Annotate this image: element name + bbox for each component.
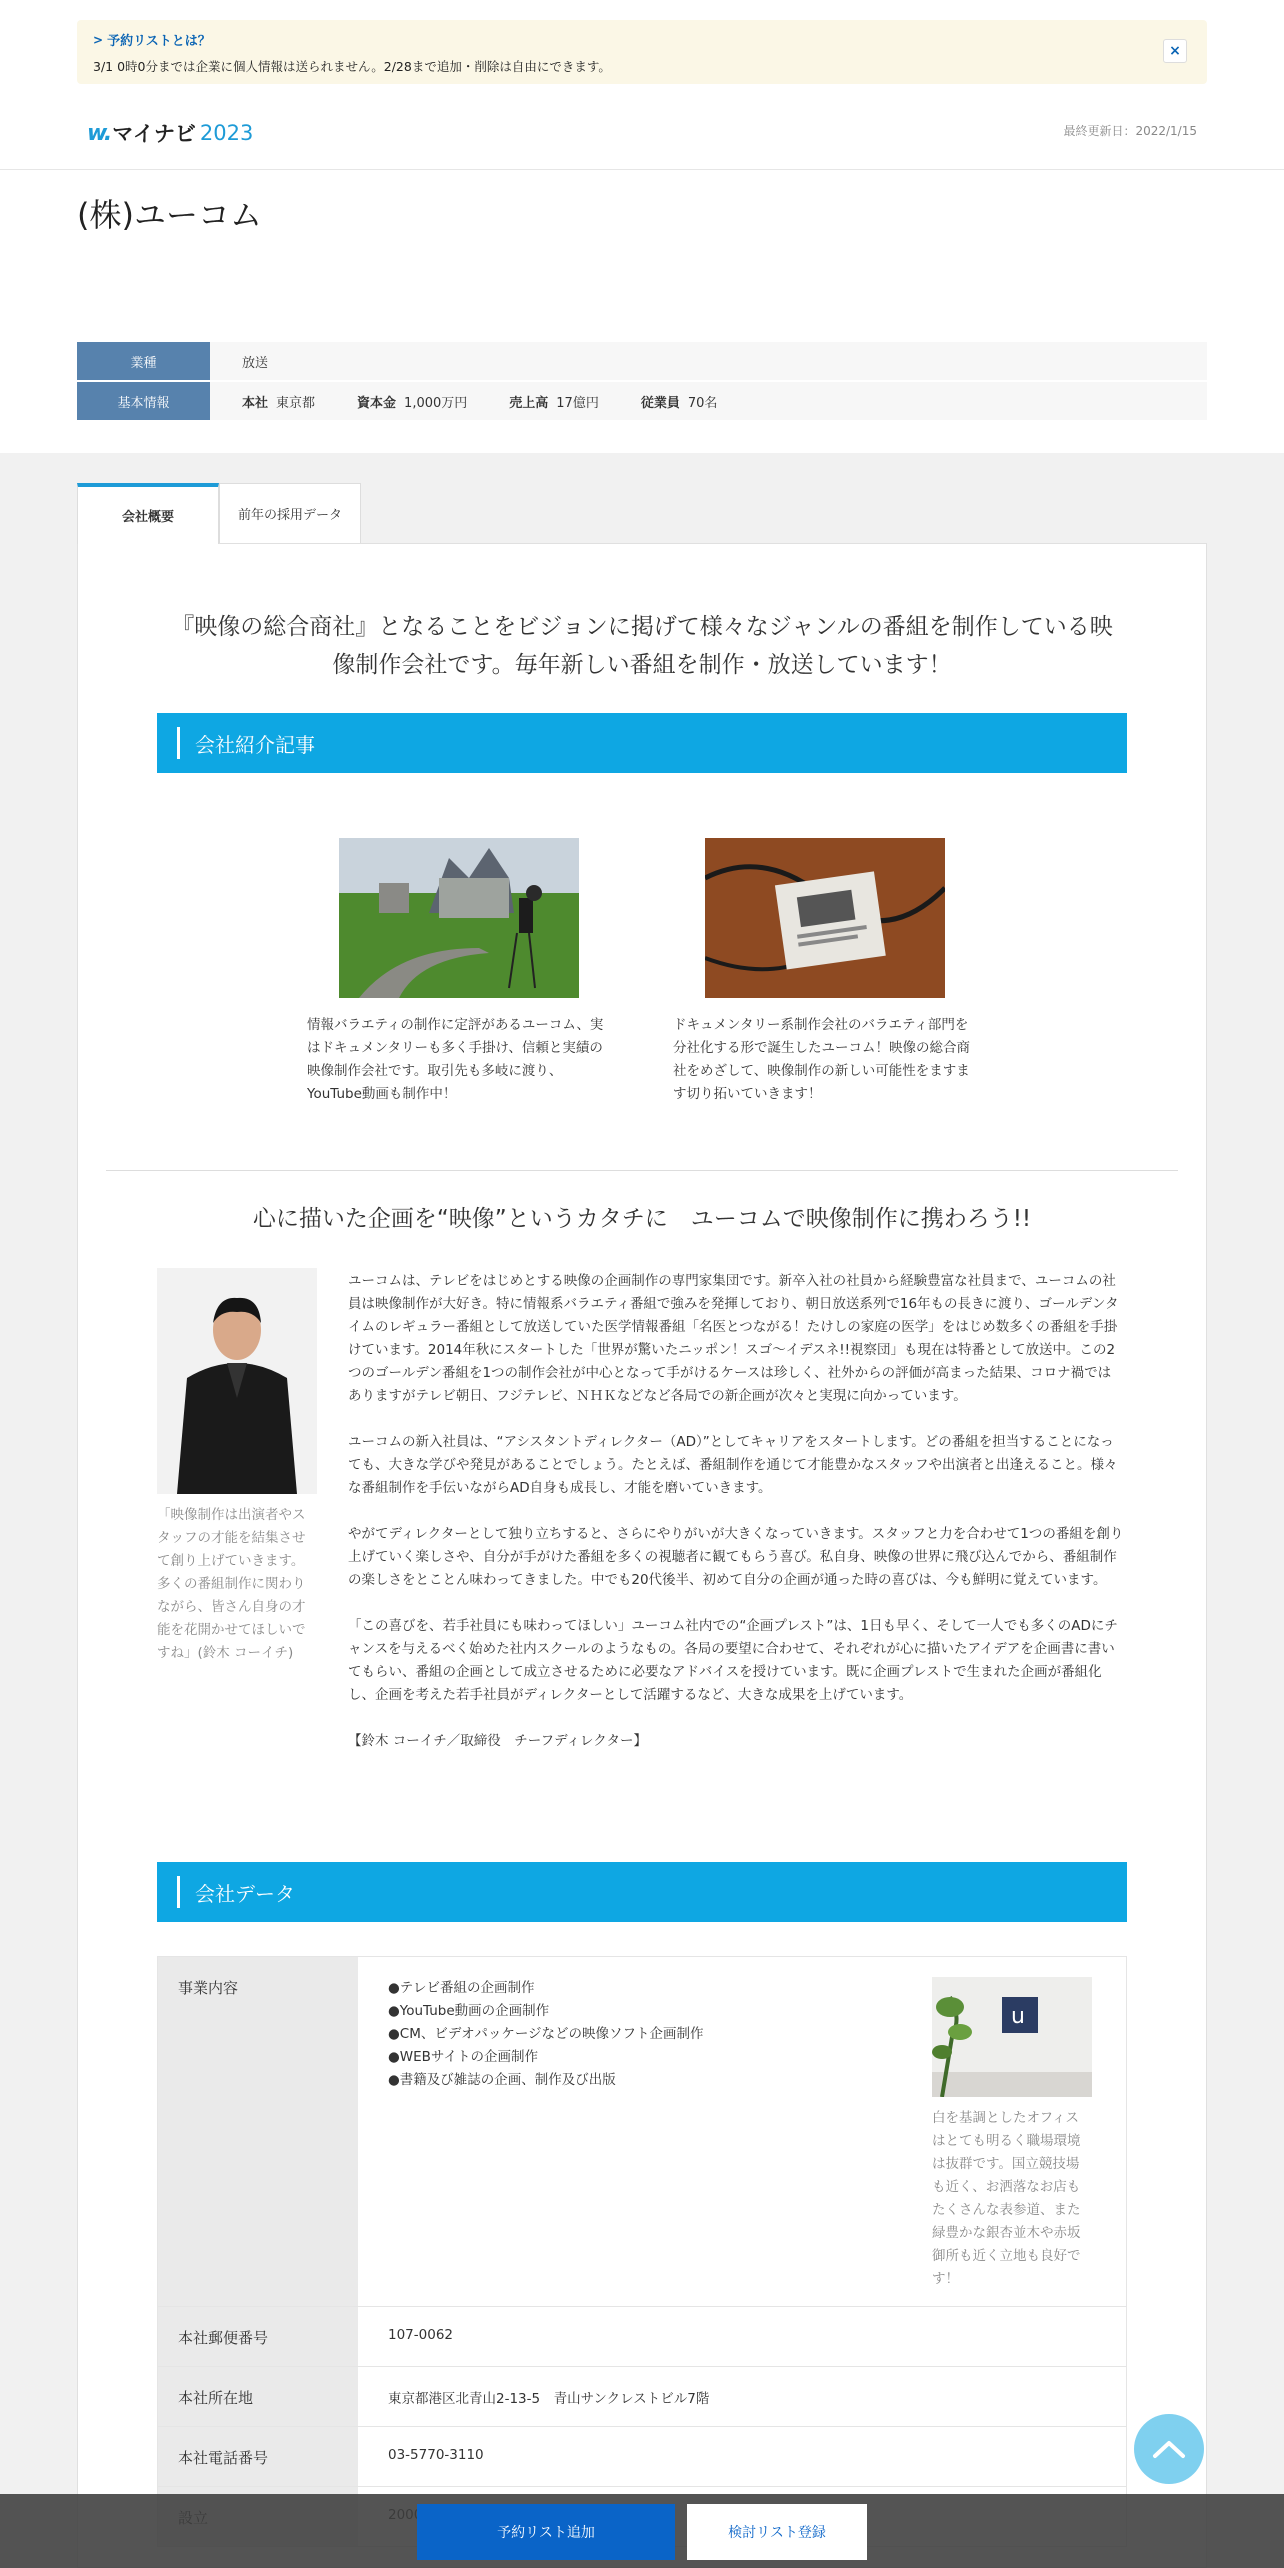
article-image-castle[interactable] [339, 838, 579, 998]
feature-headline: 心に描いた企画を“映像”というカタチに ユーコムで映像制作に携わろう!! [252, 1206, 1032, 1232]
industry-label: 業種 [77, 342, 210, 380]
sales-value: 17億円 [556, 395, 599, 411]
story-signature: 【鈴木 コーイチ／取締役 チーフディレクター】 [348, 1733, 647, 1749]
industry-row [77, 342, 1207, 380]
site-header [0, 96, 1284, 170]
last-updated: 最終更新日：2022/1/15 [1063, 124, 1197, 138]
chevron-up-icon [1152, 2439, 1186, 2459]
employees-value: 70名 [687, 395, 718, 411]
address-label: 本社所在地 [158, 2367, 358, 2426]
hq-label: 本社 [242, 395, 269, 411]
tab-bar [77, 483, 361, 543]
person-caption: 「映像制作は出演者やスタッフの才能を結集させて創り上げていきます。多くの番組制作に関わりながら、皆さん自身の才能を花開かせてほしいですね」(鈴木 コーイチ) [157, 1507, 306, 1661]
business-list [388, 1977, 704, 2286]
industry-text: 放送 [242, 355, 269, 371]
basic-info-table [77, 342, 1207, 422]
article-image-document[interactable] [705, 838, 945, 998]
logo-year: 2023 [199, 121, 254, 145]
article-card[interactable] [307, 838, 607, 1106]
phone-row [158, 2427, 1126, 2487]
office-figure [932, 1977, 1092, 2286]
zip-row [158, 2307, 1126, 2367]
add-to-reservation-list-button[interactable]: 予約リスト追加 [417, 2504, 675, 2560]
bottom-action-bar [0, 2494, 1284, 2568]
chevron-right-icon: > [93, 32, 104, 47]
tab-previous-hiring-data[interactable]: 前年の採用データ [219, 483, 361, 543]
capital-pair [357, 392, 467, 411]
capital-label: 資本金 [357, 395, 397, 411]
section-heading-company-data: 会社データ [157, 1862, 1127, 1922]
story-paragraph: ユーコムの新入社員は、“アシスタントディレクター（AD）”としてキャリアをスタートします。どの番組を担当することになっても、大きな学びや発見があることでしょう。たとえば、番組制作を通じて才能豊かなスタッフや出演者と出逢えること。様々な番組制作を手伝いながらAD自身も成長し、才能を磨いていきます。 [348, 1434, 1118, 1496]
article-text: ドキュメンタリー系制作会社のバラエティ部門を分社化する形で誕生したユーコム！映像の総合商社をめざして、映像制作の新しい可能性をますます切り拓いていきます！ [673, 1017, 970, 1102]
office-photo [932, 1977, 1092, 2097]
business-item: ●CM、ビデオパッケージなどの映像ソフト企画制作 [388, 2026, 704, 2042]
business-item: ●テレビ番組の企画制作 [388, 1980, 535, 1996]
basic-info-label: 基本情報 [77, 382, 210, 420]
notice-text: 3/1 0時0分までは企業に個人情報は送られません。2/28まで追加・削除は自由にできます。 [93, 59, 611, 74]
scroll-to-top-button[interactable] [1134, 2414, 1204, 2484]
lead-text: 『映像の総合商社』となることをビジョンに掲げて様々なジャンルの番組を制作している映像制作会社です。毎年新しい番組を制作・放送しています！ [171, 614, 1113, 678]
business-value [358, 1957, 1126, 2306]
business-item: ●YouTube動画の企画制作 [388, 2003, 550, 2019]
feature-story [348, 1270, 1124, 1776]
business-item: ●WEBサイトの企画制作 [388, 2049, 538, 2065]
tab-overview[interactable]: 会社概要 [77, 483, 219, 544]
office-caption: 白を基調としたオフィスはとても明るく職場環境は抜群です。国立競技場も近く、お洒落なお店もたくさんな表参道、また緑豊かな銀杏並木や赤坂御所も近く立地も良好です！ [932, 2110, 1081, 2287]
person-photo [157, 1268, 317, 1494]
sales-pair [509, 392, 599, 411]
svg-text:u: u [1011, 2004, 1025, 2029]
zip-label: 本社郵便番号 [158, 2307, 358, 2366]
close-icon[interactable]: × [1163, 39, 1187, 63]
phone-value: 03-5770-3110 [388, 2447, 484, 2463]
article-text: 情報バラエティの制作に定評があるユーコム、実はドキュメンタリーも多く手掛け、信頼と実績の映像制作会社です。取引先も多岐に渡り、YouTube動画も制作中！ [307, 1017, 604, 1102]
business-item: ●書籍及び雑誌の企画、制作及び出版 [388, 2072, 616, 2088]
hq-value: 東京都 [276, 395, 316, 411]
employees-pair [641, 392, 718, 411]
add-to-consideration-list-button[interactable]: 検討リスト登録 [687, 2504, 867, 2560]
hq-pair [242, 392, 315, 411]
address-value: 東京都港区北青山2-13-5 青山サンクレストビル7階 [388, 2391, 710, 2407]
address-row [158, 2367, 1126, 2427]
capital-value: 1,000万円 [404, 395, 468, 411]
sales-label: 売上高 [509, 395, 549, 411]
phone-label: 本社電話番号 [158, 2427, 358, 2486]
story-paragraph: 「この喜びを、若手社員にも味わってほしい」ユーコム社内での“企画プレスト”は、1日も早く、そして一人でも多くのADにチャンスを与えるべく始めた社内スクールのようなもの。各局の要望に合わせて、それぞれが心に描いたアイデアを企画書に書いてもらい、番組の企画として成立させるために必要なアドバイスを授けています。既に企画プレストで生まれた企画が番組化し、企画を考えた若手社員がディレクターとして活躍するなど、大きな成果を上げています。 [348, 1618, 1118, 1703]
mynavi-logo[interactable] [87, 118, 253, 148]
notice-banner [77, 20, 1207, 84]
business-label: 事業内容 [158, 1957, 358, 2306]
notice-link[interactable] [93, 30, 1191, 49]
company-name: (株)ユーコム [77, 196, 262, 234]
story-paragraph: やがてディレクターとして独り立ちすると、さらにやりがいが大きくなっていきます。スタッフと力を合わせて1つの番組を創り上げていく楽しさや、自分が手がけた番組を多くの視聴者に観てもらう喜び。私自身、映像の世界に飛び込んでから、番組制作の楽しさをとことん味わってきました。中でも20代後半、初めて自分の企画が通った時の喜びは、今も鮮明に覚えています。 [348, 1526, 1124, 1588]
section-heading-articles: 会社紹介記事 [157, 713, 1127, 773]
basic-info-value [210, 382, 1207, 420]
story-paragraph: ユーコムは、テレビをはじめとする映像の企画制作の専門家集団です。新卒入社の社員から経験豊富な社員まで、ユーコムの社員は映像制作が大好き。特に情報系バラエティ番組で強みを発揮しており、朝日放送系列で16年もの長きに渡り、ゴールデンタイムのレギュラー番組として放送していた医学情報番組「名医とつながる！たけしの家庭の医学」をはじめ数多くの番組を手掛けています。2014年秋にスタートした「世界が驚いたニッポン！スゴ～イデスネ!!視察団」も現在は特番として放送中。この2つのゴールデン番組を1つの制作会社が中心となって手がけるケースは珍しく、社外からの評価が高まった結果、コロナ禍ではありますがテレビ朝日、フジテレビ、ＮＨＫなどなど各局での新企画が次々と実現に向かっています。 [348, 1273, 1119, 1404]
divider [106, 1170, 1178, 1171]
company-data-table [157, 1956, 1127, 2547]
notice-link-label: 予約リストとは？ [107, 34, 211, 49]
employees-label: 従業員 [640, 395, 680, 411]
zip-value: 107-0062 [388, 2327, 453, 2343]
industry-value [210, 342, 1207, 380]
logo-name: マイナビ [112, 122, 196, 146]
logo-mark-icon: w. [87, 120, 111, 146]
business-row [158, 1957, 1126, 2307]
basic-info-row [77, 382, 1207, 420]
article-card[interactable] [673, 838, 973, 1106]
